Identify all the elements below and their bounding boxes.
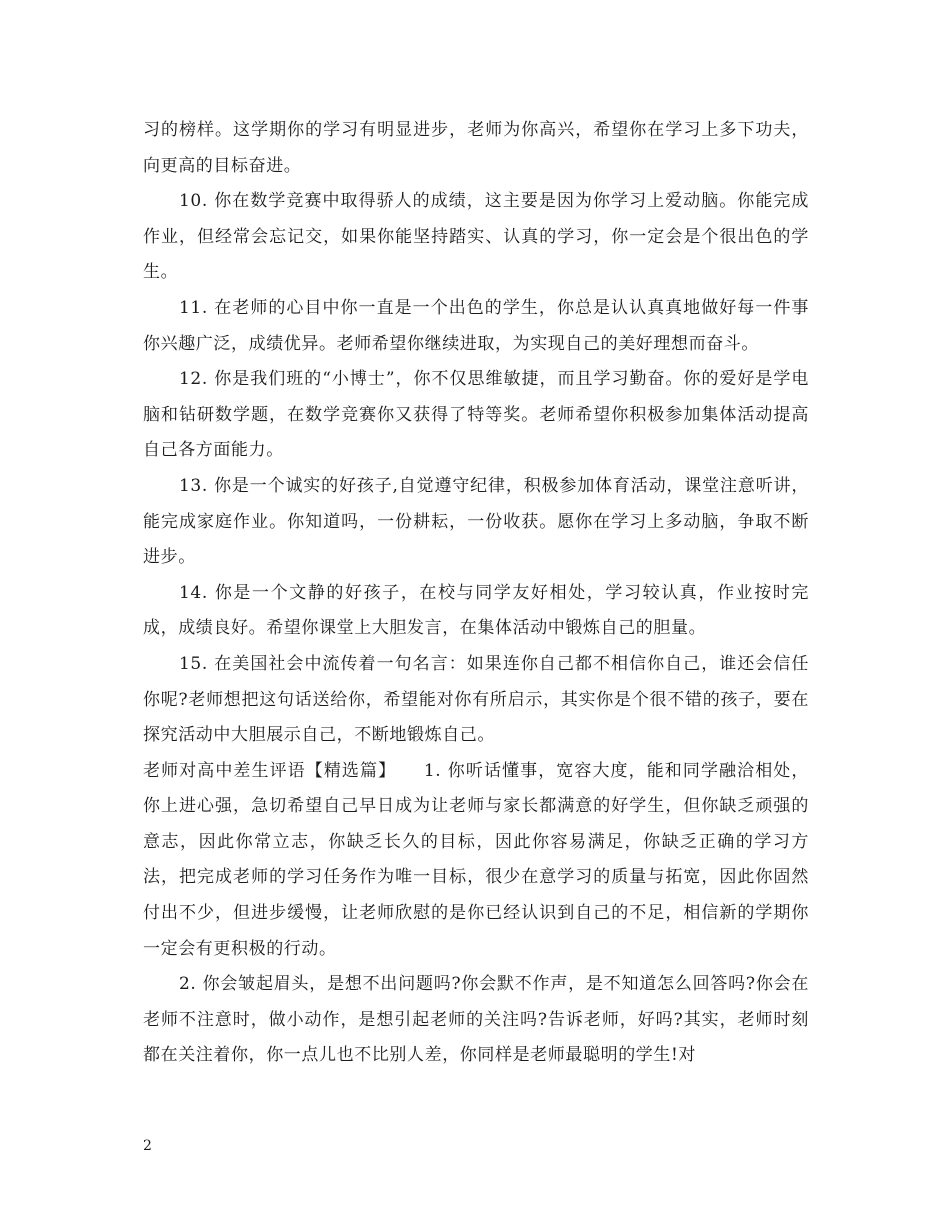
paragraph-item-2: 2. 你会皱起眉头，是想不出问题吗?你会默不作声，是不知道怎么回答吗?你会在老师不注意时，做小动作，是想引起老师的关注吗?告诉老师，好吗?其实，老师时刻都在关注着你，你一点儿也不比别人差，你同样是老师最聪明的学生!对 — [143, 974, 809, 1066]
paragraph-item-13: 13. 你是一个诚实的好孩子,自觉遵守纪律，积极参加体育活动，课堂注意听讲，能完成家庭作业。你知道吗，一份耕耘，一份收获。愿你在学习上多动脑，争取不断进步。 — [143, 475, 809, 568]
paragraph-item-12: 12. 你是我们班的“小博士”，你不仅思维敏捷，而且学习勤奋。你的爱好是学电脑和钻研数学题，在数学竞赛你又获得了特等奖。老师希望你积极参加集体活动提高自己各方面能力。 — [143, 369, 809, 461]
section-heading-paragraph: 老师对高中差生评语【精选篇】 1. 你听话懂事，宽容大度，能和同学融洽相处，你上进心强，急切希望自己早日成为让老师与家长都满意的好学生，但你缺乏顽强的意志，因此你常立志，你缺乏长久的目标，因此你容易满足，你缺乏正确的学习方法，把完成老师的学习任务作为唯一目标，很少在意学习的质量与拓宽，因此你固然付出不少，但进步缓慢，让老师欣慰的是你已经认识到自己的不足，相信新的学期你一定会有更积极的行动。 — [143, 760, 809, 959]
paragraph-item-14: 14. 你是一个文静的好孩子，在校与同学友好相处，学习较认真，作业按时完成，成绩良好。希望你课堂上大胆发言，在集体活动中锻炼自己的胆量。 — [143, 582, 809, 639]
document-body — [143, 113, 809, 1074]
paragraph-continuation: 习的榜样。这学期你的学习有明显进步，老师为你高兴，希望你在学习上多下功夫，向更高的目标奋进。 — [143, 120, 809, 176]
paragraph-item-15: 15. 在美国社会中流传着一句名言：如果连你自己都不相信你自己，谁还会信任你呢?老师想把这句话送给你，希望能对你有所启示，其实你是个很不错的孩子，要在探究活动中大胆展示自己，不断地锻炼自己。 — [143, 653, 809, 746]
page-number: 2 — [143, 1138, 152, 1154]
paragraph-item-11: 11. 在老师的心目中你一直是一个出色的学生，你总是认认真真地做好每一件事你兴趣广泛，成绩优异。老师希望你继续进取，为实现自己的美好理想而奋斗。 — [143, 297, 809, 354]
paragraph-item-10: 10. 你在数学竞赛中取得骄人的成绩，这主要是因为你学习上爱动脑。你能完成作业，但经常会忘记交，如果你能坚持踏实、认真的学习，你一定会是个很出色的学生。 — [143, 191, 809, 283]
